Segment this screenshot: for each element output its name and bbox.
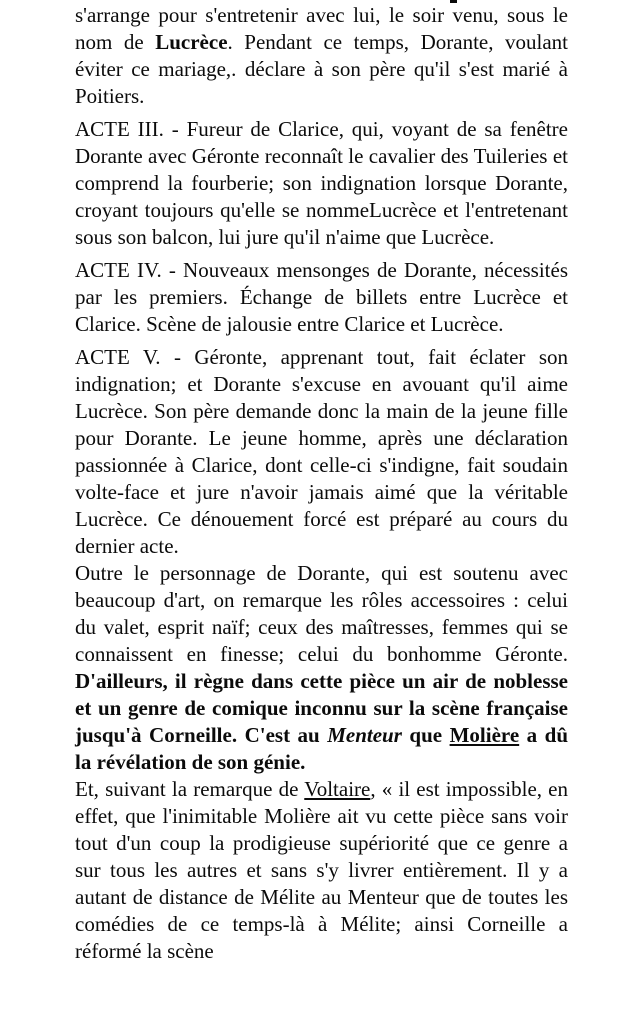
text-run-bold: D'ailleurs, il règne dans cette pièce un air de noblesse et un genre de comique inconnu sur la scène française jusqu'à Corneille. C'est au [75, 669, 568, 747]
text-run-normal: ACTE V. - Géronte, apprenant tout, fait éclater son indignation; et Dorante s'excuse en avouant qu'il aime Lucrèce. Son père demande donc la main de la jeune fille pour Dorante. Le jeune homme, après une déclaration passionnée à Clarice, dont celle-ci s'indigne, fait soudain volte-face et jure n'avoir jamais aimé que la véritable Lucrèce. Ce dénouement forcé est préparé au cours du dernier acte. [75, 345, 568, 558]
text-run-normal: . Pendant ce temps, Dorante, voulant éviter ce mariage,. déclare à son père qu'il s'est marié à Poitiers. [75, 30, 568, 108]
text-run-bold-italic: Menteur [327, 723, 402, 747]
paragraph-voltaire-citation [75, 776, 568, 965]
document-text-column [75, 2, 568, 965]
text-run-normal: Outre le personnage de Dorante, qui est soutenu avec beaucoup d'art, on remarque les rôles accessoires : celui du valet, esprit naïf; ceux des maîtresses, femmes qui se connaissent en finesse; celui du bonhomme Géronte. [75, 561, 568, 666]
text-run-normal: Et, suivant la remarque de [75, 777, 305, 801]
text-run-bold: Lucrèce [155, 30, 228, 54]
paragraph-acte4 [75, 257, 568, 338]
paragraph-acte2-continuation [75, 2, 568, 110]
text-run-normal: ACTE IV. - Nouveaux mensonges de Dorante, nécessités par les premiers. Échange de billets entre Lucrèce et Clarice. Scène de jalousie entre Clarice et Lucrèce. [75, 258, 568, 336]
text-run-bold: que [401, 723, 450, 747]
text-run-underline: Voltaire [304, 777, 371, 801]
paragraph-acte3 [75, 116, 568, 251]
paragraph-acte5 [75, 344, 568, 560]
text-run-bold: a dû la révélation de son génie. [75, 723, 569, 774]
text-run-normal: ACTE III. - Fureur de Clarice, qui, voyant de sa fenêtre Dorante avec Géronte reconnaît le cavalier des Tuileries et comprend la fourberie; son indignation lorsque Dorante, croyant toujours qu'elle se nommeLucrèce et l'entretenant sous son balcon, lui jure qu'il n'aime que Lucrèce. [75, 117, 568, 249]
text-run-normal: , « il est impossible, en effet, que l'inimitable Molière ait vu cette pièce sans voir tout d'un coup la prodigieuse supériorité que ce genre a sur tous les autres et sans s'y livrer entièrement. Il y a autant de distance de Mélite au Menteur que de toutes les comédies de ce temps-là à Mélite; ainsi Corneille a réformé la scène [75, 777, 568, 963]
text-run-bold-underline: Molière [449, 723, 520, 747]
paragraph-roles-accessoires [75, 560, 568, 776]
text-run-normal: s'arrange pour s'entretenir avec lui, le soir venu, sous le nom de [75, 3, 568, 54]
